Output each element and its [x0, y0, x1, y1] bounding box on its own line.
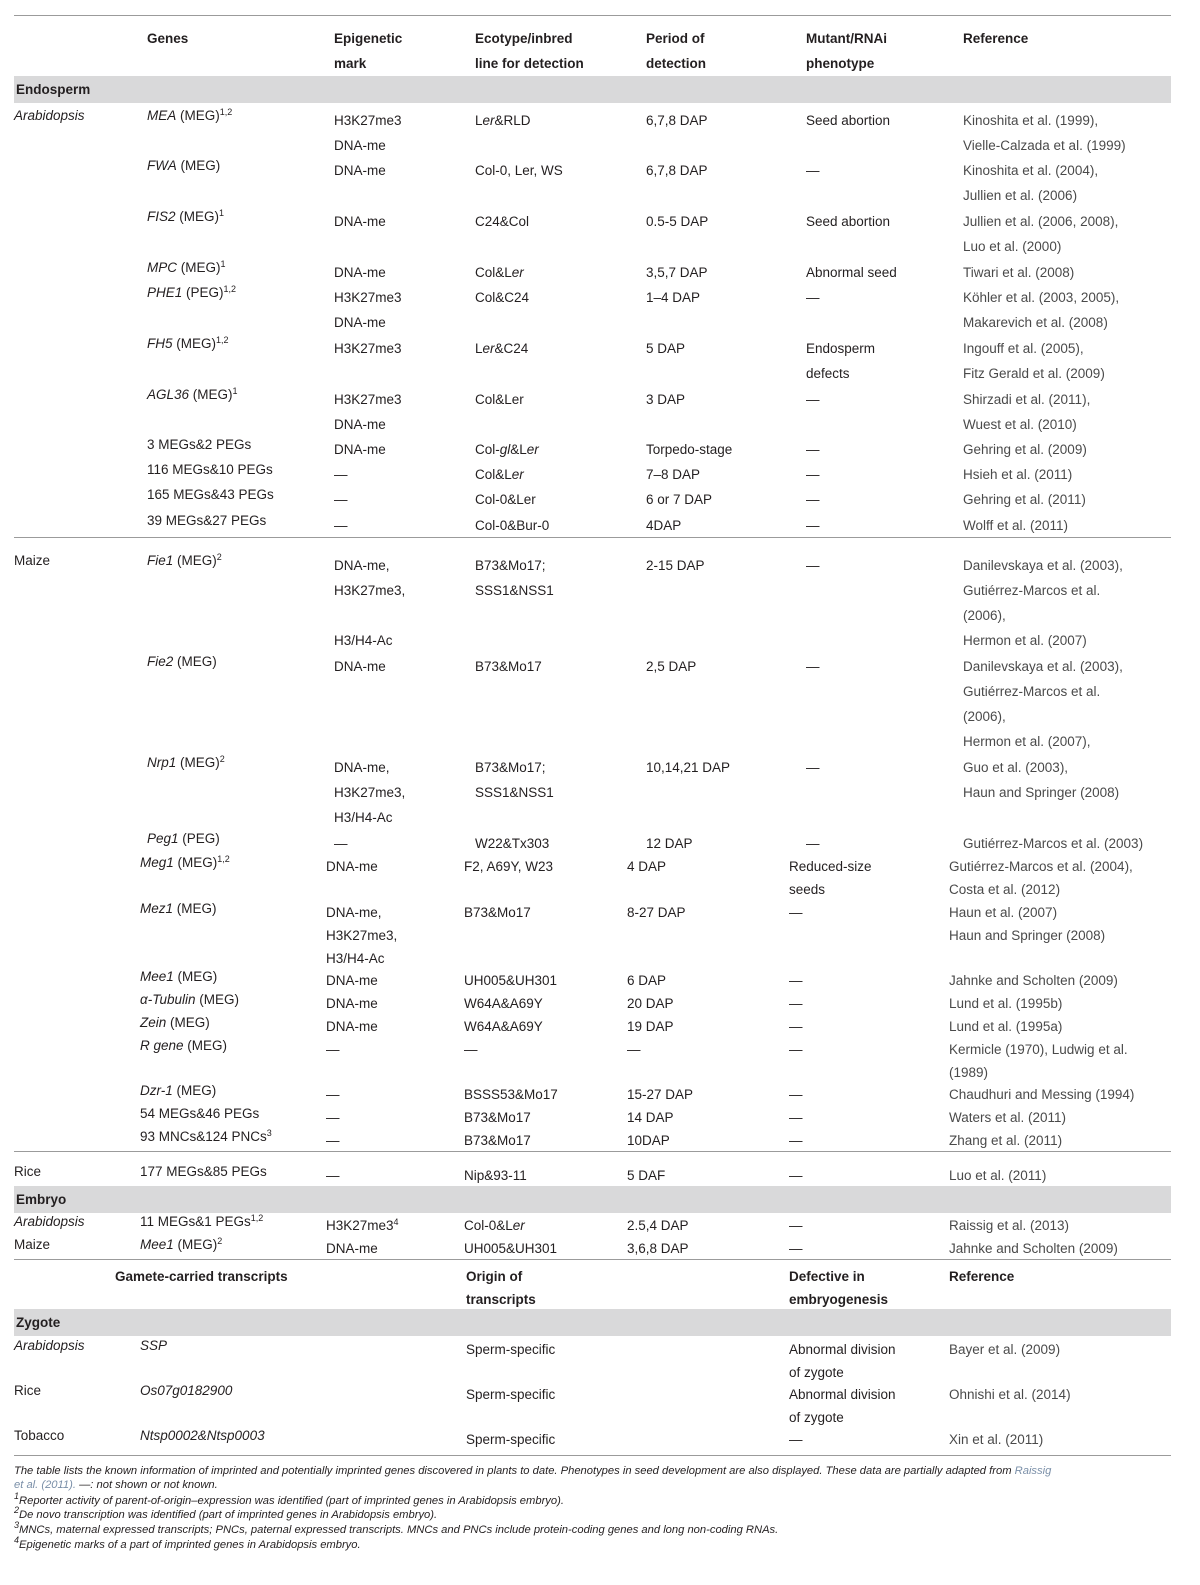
ecotype-cell: C24&Col: [475, 214, 530, 229]
epigenetic-mark: DNA-me: [326, 996, 378, 1011]
epigenetic-mark: H3K27me3: [334, 341, 402, 356]
phenotype-cell: —: [789, 996, 803, 1011]
citation-link[interactable]: et al. (2011).: [14, 1479, 76, 1491]
species-label: Arabidopsis: [14, 1214, 85, 1229]
period-cell: 5 DAF: [627, 1168, 666, 1183]
period-cell: 6 DAP: [627, 973, 667, 988]
species-label: Rice: [14, 1383, 42, 1398]
phenotype-cell: —: [806, 163, 820, 178]
gene-cell: 3 MEGs&2 PEGs: [147, 437, 252, 452]
period-cell: 7–8 DAP: [646, 467, 701, 482]
period-cell: 6 or 7 DAP: [646, 492, 713, 507]
ecotype-cell: Col&Ler: [475, 392, 524, 407]
ecotype-cell: Col&Ler: [475, 467, 524, 482]
phenotype-cell: —: [789, 1019, 803, 1034]
origin-cell: Sperm-specific: [466, 1432, 556, 1447]
ecotype-cell: Ler&C24: [475, 341, 529, 356]
phenotype-cell: Seed abortion: [806, 113, 891, 128]
reference-cell: Gutiérrez-Marcos et al. (2003): [963, 836, 1144, 851]
phenotype-cell: —: [806, 659, 820, 674]
epigenetic-mark: —: [326, 1133, 340, 1148]
footnote: $^3$MNCs, maternal expressed transcripts; PNCs, paternal expressed transcripts. MNCs and PNCs include protein-coding genes and long non-coding RNAs.: [14, 1520, 779, 1536]
row-divider: [14, 1151, 1171, 1152]
gene-cell: 116 MEGs&10 PEGs: [147, 462, 273, 477]
footnote: $^1$Reporter activity of parent-of-origin–expression was identified (part of imprinted genes in Arabidopsis embryo).: [14, 1491, 564, 1507]
gamete-column-header: Gamete-carried transcripts: [115, 1269, 288, 1284]
reference-cell: Gehring et al. (2009): [963, 442, 1087, 457]
gene-cell: Peg1 (PEG): [147, 831, 220, 846]
reference-cell: Köhler et al. (2003, 2005), Makarevich et al. (2008): [963, 290, 1120, 330]
transcript-cell: SSP: [140, 1338, 168, 1353]
ecotype-cell: Col&Ler: [475, 265, 524, 280]
defect-cell: Abnormal division of zygote: [789, 1387, 896, 1425]
phenotype-cell: Abnormal seed: [806, 265, 897, 280]
phenotype-cell: —: [789, 1241, 803, 1256]
defect-cell: —: [789, 1432, 803, 1447]
caption-text: The table lists the known information of imprinted and potentially imprinted genes discovered in plants to date. Phenotypes in seed development are also displayed. These data are partially adapted from Raissig: [14, 1465, 1052, 1477]
species-label: Tobacco: [14, 1428, 65, 1443]
reference-cell: Kermicle (1970), Ludwig et al. (1989): [949, 1042, 1128, 1080]
gene-cell: Mez1 (MEG): [140, 901, 217, 916]
ecotype-cell: B73&Mo17: [464, 905, 531, 920]
ecotype-cell: Col-0&Bur-0: [475, 518, 550, 533]
gene-cell: AGL36 (MEG)$^1$: [147, 386, 238, 402]
phenotype-cell: —: [806, 442, 820, 457]
reference-cell: Raissig et al. (2013): [949, 1218, 1070, 1233]
gene-cell: FWA (MEG): [147, 158, 221, 173]
origin-cell: Sperm-specific: [466, 1387, 556, 1402]
ecotype-cell: B73&Mo17: [475, 659, 542, 674]
reference-cell: Ohnishi et al. (2014): [949, 1387, 1071, 1402]
period-cell: 6,7,8 DAP: [646, 113, 708, 128]
column-header: Genes: [147, 31, 189, 46]
epigenetic-mark: DNA-me: [334, 265, 386, 280]
section-title: Endosperm: [16, 82, 91, 97]
epigenetic-mark: DNA-me, H3K27me3, H3/H4-Ac: [334, 558, 406, 648]
reference-cell: Chaudhuri and Messing (1994): [949, 1087, 1135, 1102]
period-cell: 5 DAP: [646, 341, 686, 356]
period-cell: 19 DAP: [627, 1019, 674, 1034]
period-cell: 4DAP: [646, 518, 682, 533]
period-cell: 20 DAP: [627, 996, 674, 1011]
gene-cell: MEA (MEG)$^{1,2}$: [147, 107, 233, 123]
reference-cell: Luo et al. (2011): [949, 1168, 1047, 1183]
phenotype-cell: —: [789, 1110, 803, 1125]
epigenetic-mark: DNA-me, H3K27me3, H3/H4-Ac: [326, 905, 398, 966]
period-cell: 8-27 DAP: [627, 905, 686, 920]
ecotype-cell: W64A&A69Y: [464, 1019, 543, 1034]
gene-cell: Zein (MEG): [140, 1015, 210, 1030]
species-label: Arabidopsis: [14, 108, 85, 123]
epigenetic-mark: —: [326, 1110, 340, 1125]
ecotype-cell: Col-0&Ler: [464, 1218, 525, 1233]
ecotype-cell: B73&Mo17; SSS1&NSS1: [475, 760, 554, 800]
phenotype-cell: —: [806, 518, 820, 533]
period-cell: 1–4 DAP: [646, 290, 701, 305]
reference-cell: Kinoshita et al. (2004), Jullien et al. (2006): [963, 163, 1099, 203]
epigenetic-mark: —: [326, 1168, 340, 1183]
column-header: Ecotype/inbred line for detection: [475, 31, 584, 71]
reference-cell: Danilevskaya et al. (2003), Gutiérrez-Marcos et al. (2006), Hermon et al. (2007): [963, 558, 1123, 648]
reference-cell: Waters et al. (2011): [949, 1110, 1067, 1125]
ecotype-cell: Nip&93-11: [464, 1168, 527, 1183]
reference-cell: Zhang et al. (2011): [949, 1133, 1063, 1148]
column-header: Epigenetic mark: [334, 31, 403, 71]
gene-cell: α-Tubulin (MEG): [140, 992, 239, 1007]
section-band: [14, 1186, 1171, 1213]
phenotype-cell: —: [789, 1133, 803, 1148]
gene-cell: Mee1 (MEG)$^2$: [140, 1236, 223, 1252]
phenotype-cell: Reduced-size seeds: [789, 859, 872, 897]
gene-cell: R gene (MEG): [140, 1038, 228, 1053]
gamete-column-header: Origin of transcripts: [466, 1269, 536, 1307]
ecotype-cell: Ler&RLD: [475, 113, 531, 128]
phenotype-cell: —: [789, 1168, 803, 1183]
reference-cell: Tiwari et al. (2008): [963, 265, 1075, 280]
ecotype-cell: UH005&UH301: [464, 973, 558, 988]
period-cell: 6,7,8 DAP: [646, 163, 708, 178]
ecotype-cell: UH005&UH301: [464, 1241, 558, 1256]
period-cell: 14 DAP: [627, 1110, 674, 1125]
gene-cell: Fie2 (MEG): [147, 654, 217, 669]
period-cell: 12 DAP: [646, 836, 693, 851]
reference-cell: Jahnke and Scholten (2009): [949, 973, 1118, 988]
period-cell: 3,6,8 DAP: [627, 1241, 689, 1256]
reference-cell: Danilevskaya et al. (2003), Gutiérrez-Marcos et al. (2006), Hermon et al. (2007),: [963, 659, 1123, 749]
gamete-column-header: Reference: [949, 1269, 1015, 1284]
phenotype-cell: Endosperm defects: [806, 341, 876, 381]
epigenetic-mark: $H3K27me3^4$: [326, 1217, 399, 1233]
ecotype-cell: —: [464, 1042, 478, 1057]
species-label: Maize: [14, 553, 51, 568]
reference-cell: Jullien et al. (2006, 2008), Luo et al. (2000): [963, 214, 1119, 254]
gene-cell: FH5 (MEG)$^{1,2}$: [147, 335, 229, 351]
row-divider: [14, 537, 1171, 538]
ecotype-cell: W22&Tx303: [475, 836, 550, 851]
ecotype-cell: W64A&A69Y: [464, 996, 543, 1011]
gene-cell: FIS2 (MEG)$^1$: [147, 208, 225, 224]
period-cell: 2,5 DAP: [646, 659, 697, 674]
phenotype-cell: —: [789, 1042, 803, 1057]
species-label: Rice: [14, 1164, 42, 1179]
phenotype-cell: —: [806, 290, 820, 305]
phenotype-cell: —: [789, 1087, 803, 1102]
epigenetic-mark: —: [334, 518, 348, 533]
gene-cell: Nrp1 (MEG)$^2$: [147, 754, 225, 770]
species-label: Arabidopsis: [14, 1338, 85, 1353]
reference-cell: Wolff et al. (2011): [963, 518, 1069, 533]
epigenetic-mark: —: [334, 467, 348, 482]
phenotype-cell: —: [806, 558, 820, 573]
ecotype-cell: Col-0, Ler, WS: [475, 163, 563, 178]
epigenetic-mark: —: [326, 1087, 340, 1102]
reference-cell: Gutiérrez-Marcos et al. (2004), Costa et al. (2012): [949, 859, 1133, 897]
ecotype-cell: Col-0&Ler: [475, 492, 536, 507]
column-header: Period of detection: [646, 31, 707, 71]
gene-cell: 39 MEGs&27 PEGs: [147, 513, 267, 528]
phenotype-cell: —: [789, 1218, 803, 1233]
section-title: Zygote: [16, 1315, 61, 1330]
species-label: Maize: [14, 1237, 51, 1252]
reference-cell: Shirzadi et al. (2011), Wuest et al. (2010): [963, 392, 1091, 432]
gene-cell: 165 MEGs&43 PEGs: [147, 487, 274, 502]
epigenetic-mark: —: [334, 492, 348, 507]
gamete-column-header: Defective in embryogenesis: [789, 1269, 889, 1307]
epigenetic-mark: DNA-me: [326, 1241, 378, 1256]
phenotype-cell: —: [806, 492, 820, 507]
reference-cell: Gehring et al. (2011): [963, 492, 1086, 507]
epigenetic-mark: DNA-me: [334, 163, 386, 178]
reference-cell: Jahnke and Scholten (2009): [949, 1241, 1118, 1256]
epigenetic-mark: DNA-me: [334, 214, 386, 229]
gene-cell: PHE1 (PEG)$^{1,2}$: [147, 284, 237, 300]
epigenetic-mark: DNA-me: [334, 659, 386, 674]
ecotype-cell: B73&Mo17: [464, 1133, 531, 1148]
ecotype-cell: BSSS53&Mo17: [464, 1087, 558, 1102]
ecotype-cell: Col&C24: [475, 290, 530, 305]
footnote: $^2$De novo transcription was identified (part of imprinted genes in Arabidopsis embryo).: [14, 1505, 438, 1521]
gene-cell: MPC (MEG)$^1$: [147, 259, 226, 275]
period-cell: 15-27 DAP: [627, 1087, 694, 1102]
epigenetic-mark: H3K27me3 DNA-me: [334, 290, 402, 330]
gene-cell: 11 MEGs&1 PEGs$^{1,2}$: [140, 1213, 264, 1229]
epigenetic-mark: DNA-me: [326, 973, 378, 988]
reference-cell: Xin et al. (2011): [949, 1432, 1044, 1447]
period-cell: 10,14,21 DAP: [646, 760, 731, 775]
column-header: Mutant/RNAi phenotype: [806, 31, 887, 71]
gene-cell: 177 MEGs&85 PEGs: [140, 1164, 267, 1179]
gene-cell: 54 MEGs&46 PEGs: [140, 1106, 260, 1121]
epigenetic-mark: DNA-me: [334, 442, 386, 457]
period-cell: 3,5,7 DAP: [646, 265, 708, 280]
gene-cell: 93 MNCs&124 PNCs$^3$: [140, 1128, 272, 1144]
defect-cell: Abnormal division of zygote: [789, 1342, 896, 1380]
citation-link[interactable]: Raissig: [1014, 1465, 1052, 1477]
phenotype-cell: —: [806, 467, 820, 482]
transcript-cell: Ntsp0002&Ntsp0003: [140, 1428, 265, 1443]
gene-cell: Meg1 (MEG)$^{1,2}$: [140, 854, 230, 870]
reference-cell: Haun et al. (2007) Haun and Springer (2008): [949, 905, 1106, 943]
epigenetic-mark: DNA-me: [326, 859, 378, 874]
section-title: Embryo: [16, 1192, 67, 1207]
gene-cell: Mee1 (MEG): [140, 969, 218, 984]
reference-cell: Lund et al. (1995b): [949, 996, 1063, 1011]
reference-cell: Bayer et al. (2009): [949, 1342, 1061, 1357]
period-cell: 4 DAP: [627, 859, 667, 874]
epigenetic-mark: DNA-me, H3K27me3, H3/H4-Ac: [334, 760, 406, 825]
epigenetic-mark: —: [334, 836, 348, 851]
gene-cell: Dzr-1 (MEG): [140, 1083, 217, 1098]
period-cell: 10DAP: [627, 1133, 670, 1148]
origin-cell: Sperm-specific: [466, 1342, 556, 1357]
period-cell: 3 DAP: [646, 392, 686, 407]
ecotype-cell: F2, A69Y, W23: [464, 859, 554, 874]
section-band: [14, 76, 1171, 103]
reference-cell: Kinoshita et al. (1999), Vielle-Calzada et al. (1999): [963, 113, 1126, 153]
epigenetic-mark: H3K27me3 DNA-me: [334, 392, 402, 432]
reference-cell: Guo et al. (2003), Haun and Springer (2008): [963, 760, 1120, 800]
epigenetic-mark: DNA-me: [326, 1019, 378, 1034]
reference-cell: Hsieh et al. (2011): [963, 467, 1073, 482]
phenotype-cell: —: [806, 760, 820, 775]
period-cell: 2-15 DAP: [646, 558, 705, 573]
row-divider: [14, 1259, 1171, 1260]
reference-cell: Ingouff et al. (2005), Fitz Gerald et al. (2009): [963, 341, 1105, 381]
ecotype-cell: Col-gl&Ler: [475, 442, 539, 457]
row-divider: [14, 15, 1171, 16]
period-cell: 0.5-5 DAP: [646, 214, 709, 229]
caption-text-continued: et al. (2011). —: not shown or not known.: [14, 1479, 218, 1491]
row-divider: [14, 1455, 1171, 1456]
phenotype-cell: —: [806, 392, 820, 407]
phenotype-cell: —: [789, 905, 803, 920]
epigenetic-mark: H3K27me3 DNA-me: [334, 113, 402, 153]
ecotype-cell: B73&Mo17: [464, 1110, 531, 1125]
period-cell: 2.5,4 DAP: [627, 1218, 689, 1233]
phenotype-cell: —: [806, 836, 820, 851]
transcript-cell: Os07g0182900: [140, 1383, 233, 1398]
footnote: $^4$Epigenetic marks of a part of imprinted genes in Arabidopsis embryo.: [14, 1535, 361, 1551]
reference-cell: Lund et al. (1995a): [949, 1019, 1063, 1034]
epigenetic-mark: —: [326, 1042, 340, 1057]
period-cell: —: [627, 1042, 641, 1057]
column-header: Reference: [963, 31, 1029, 46]
period-cell: Torpedo-stage: [646, 442, 733, 457]
phenotype-cell: Seed abortion: [806, 214, 891, 229]
ecotype-cell: B73&Mo17; SSS1&NSS1: [475, 558, 554, 598]
phenotype-cell: —: [789, 973, 803, 988]
gene-cell: Fie1 (MEG)$^2$: [147, 552, 222, 568]
section-band: [14, 1309, 1171, 1336]
